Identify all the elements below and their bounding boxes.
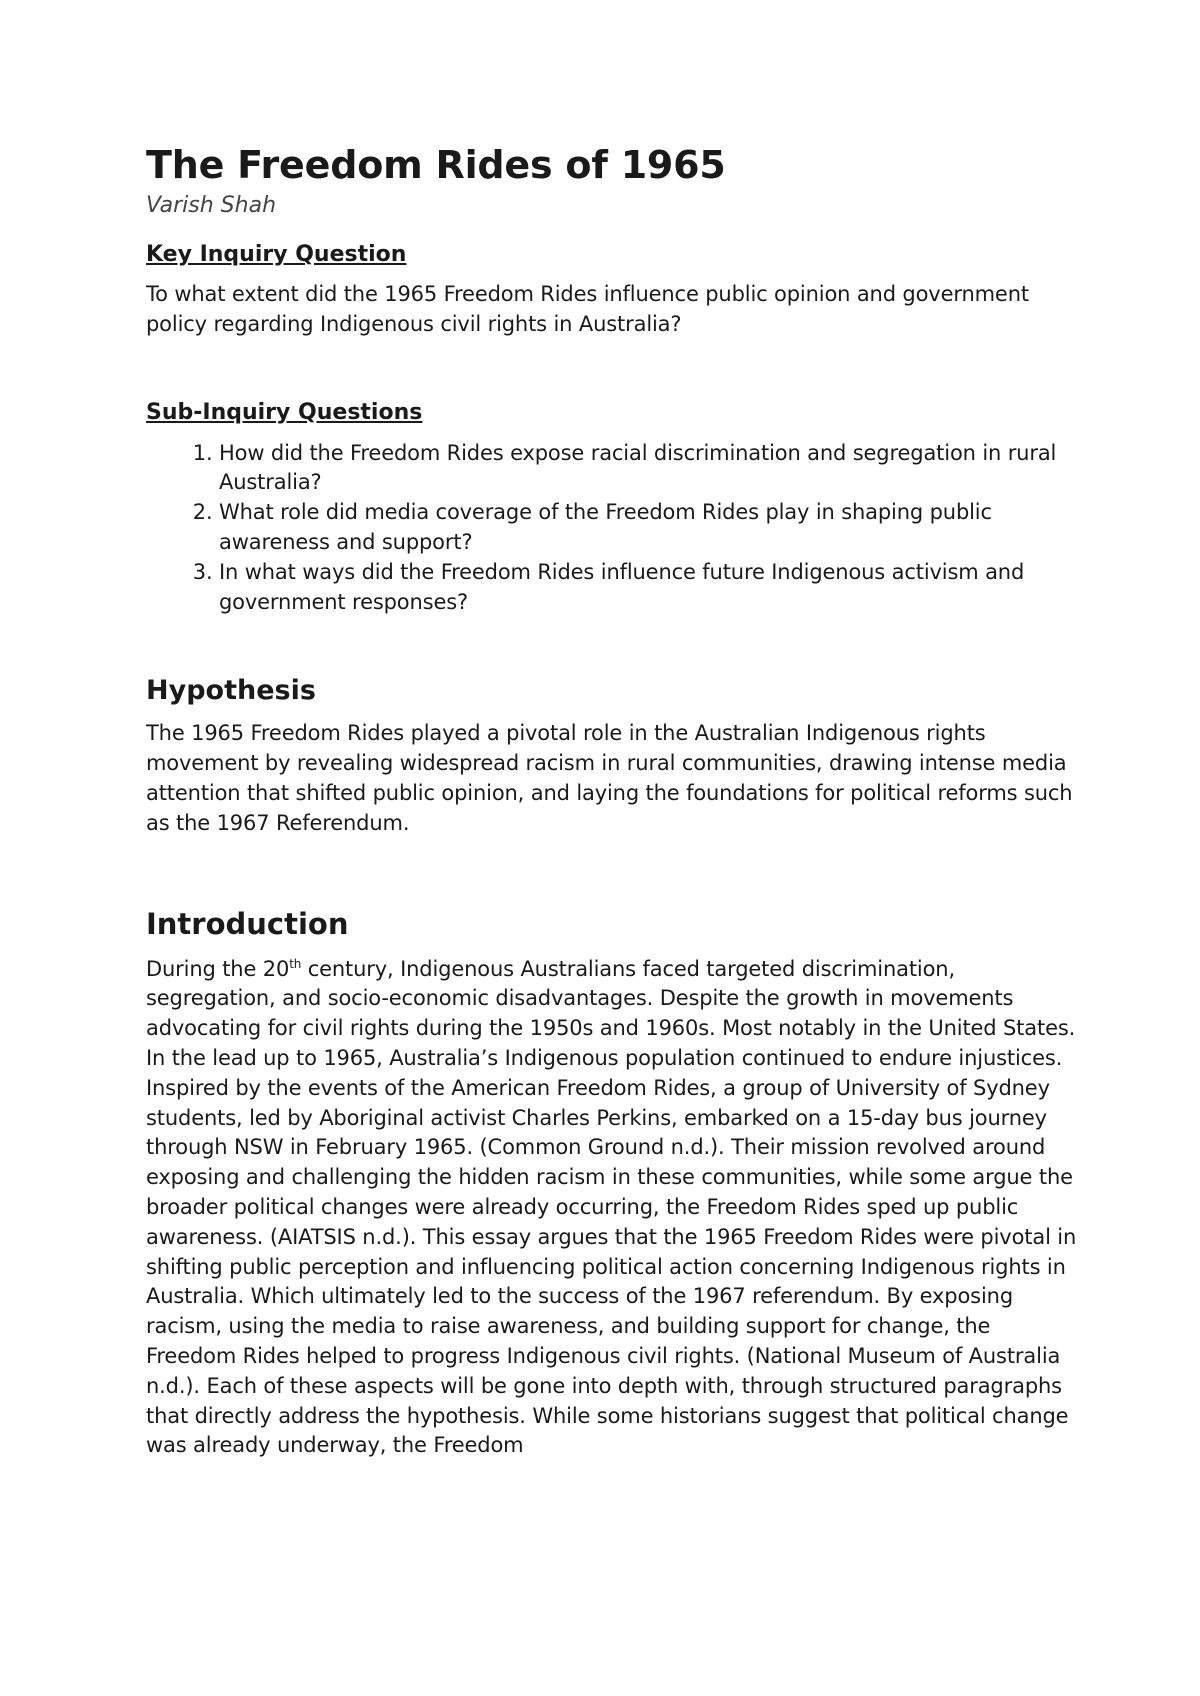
- hypothesis-heading: Hypothesis: [146, 675, 316, 707]
- list-item: 2. What role did media coverage of the Freedom Rides play in shaping public awareness and support?: [219, 498, 1086, 558]
- list-item: 1. How did the Freedom Rides expose racial discrimination and segregation in rural Australia?: [219, 439, 1086, 499]
- author-name: Varish Shah: [146, 193, 277, 218]
- sub-inquiry-heading: Sub-Inquiry Questions: [146, 399, 423, 425]
- hypothesis-text: The 1965 Freedom Rides played a pivotal role in the Australian Indigenous rights movement by revealing widespread racism in rural communities, drawing intense media attention that shifted public opinion, and laying the foundations for political reforms such as the 1967 Referendum.: [146, 721, 1073, 835]
- intro-text-body: century, Indigenous Australians faced targeted discrimination, segregation, and socio-economic disadvantages. Despite the growth in movements advocating for civil rights during the 1950s and 1960s. Most notably in the United States. In the lead up to 1965, Australia’s Indigenous population continued to endure injustices. Inspired by the events of the American Freedom Rides, a group of University of Sydney students, led by Aboriginal activist Charles Perkins, embarked on a 15-day bus journey through NSW in February 1965. (Common Ground n.d.). Their mission revolved around exposing and challenging the hidden racism in these communities, while some argue the broader political changes were already occurring, the Freedom Rides sped up public awareness. (AIATSIS n.d.). This essay argues that the 1965 Freedom Rides were pivotal in shifting public perception and influencing political action concerning Indigenous rights in Australia. Which ultimately led to the success of the 1967 referendum. By exposing racism, using the media to raise awareness, and building support for change, the Freedom Rides helped to progress Indigenous civil rights. (National Museum of Australia n.d.). Each of these aspects will be gone into depth with, through structured paragraphs that directly address the hypothesis. While some historians suggest that political change was already underway, the Freedom: [146, 956, 1077, 1458]
- introduction-text: [146, 955, 1086, 1462]
- intro-text-start: During the 20: [146, 956, 290, 981]
- list-item: 3. In what ways did the Freedom Rides influence future Indigenous activism and government responses?: [219, 558, 1086, 618]
- sub-inquiry-list: [146, 439, 1086, 618]
- document-title: The Freedom Rides of 1965: [146, 143, 726, 187]
- document-page: [146, 140, 1086, 1461]
- key-inquiry-heading: Key Inquiry Question: [146, 242, 407, 267]
- ordinal-superscript: th: [289, 956, 302, 971]
- introduction-heading: Introduction: [146, 906, 349, 941]
- key-inquiry-question: To what extent did the 1965 Freedom Rides influence public opinion and government policy regarding Indigenous civil rights in Australia?: [146, 282, 1029, 336]
